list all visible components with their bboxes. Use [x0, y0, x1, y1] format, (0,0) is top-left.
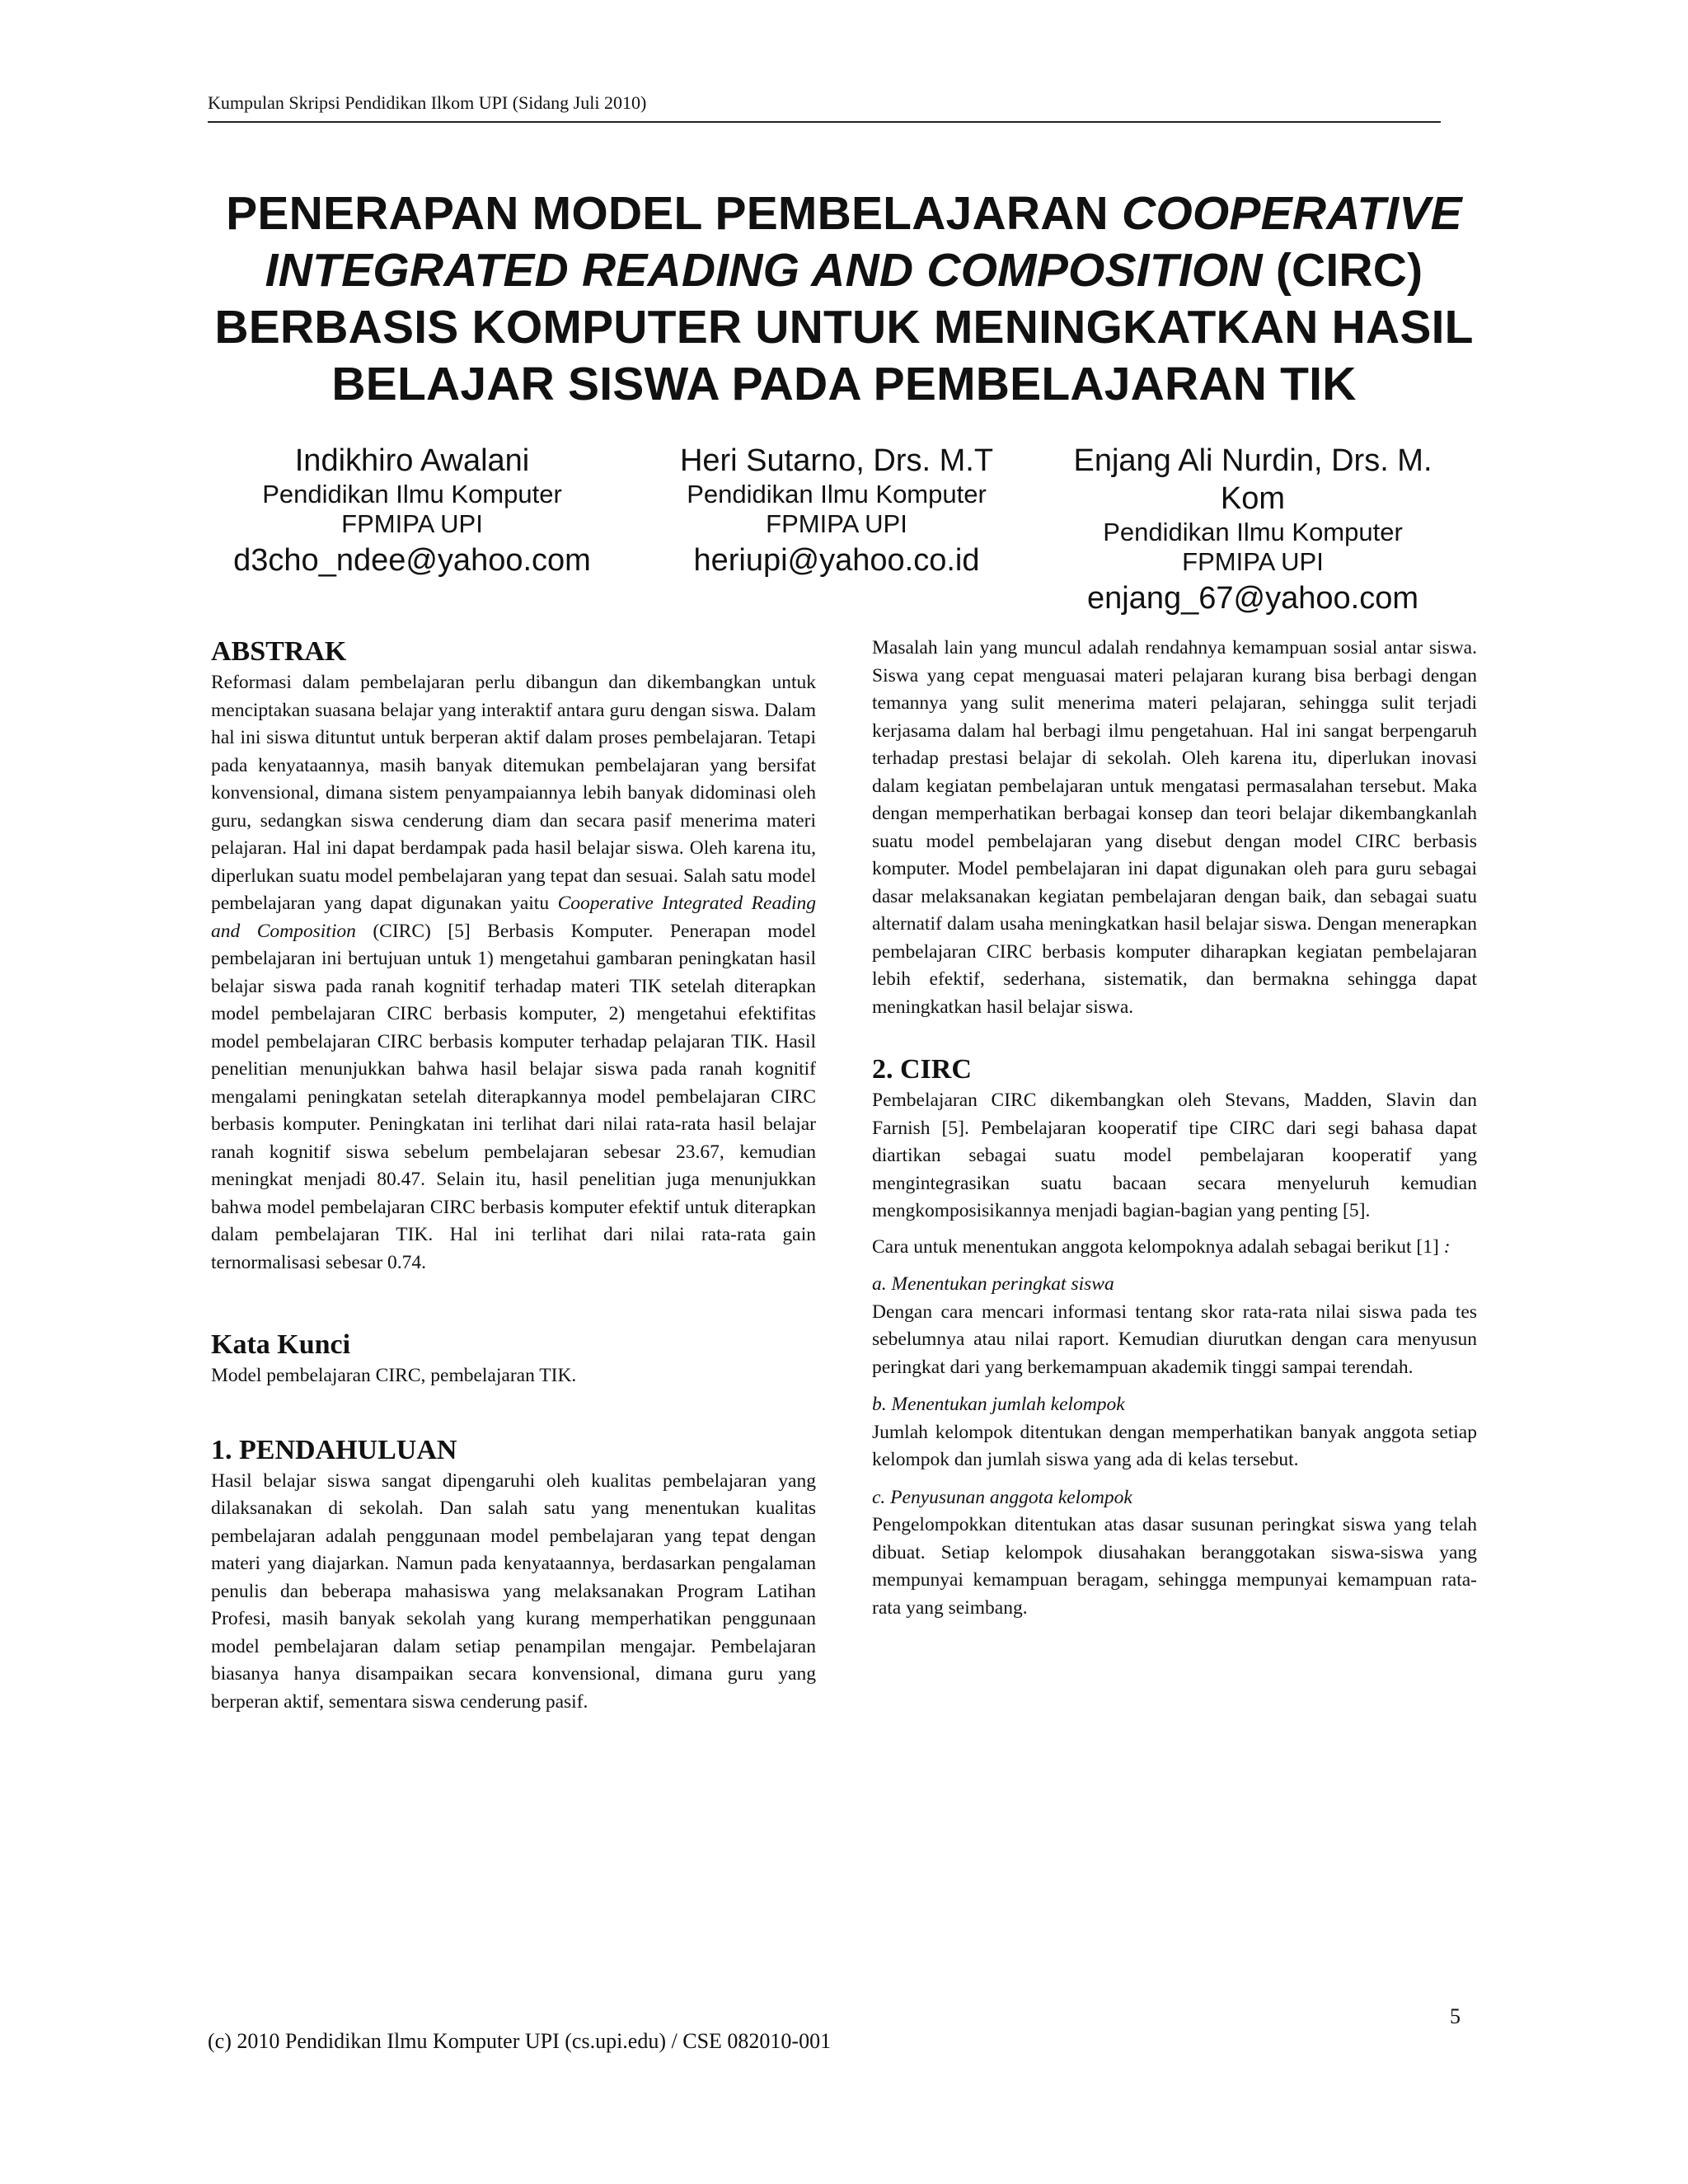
section2-paragraph-text: Cara untuk menentukan anggota kelompoknya adalah sebagai berikut [1] [872, 1235, 1444, 1258]
running-header: Kumpulan Skripsi Pendidikan Ilkom UPI (Sidang Juli 2010) [208, 92, 647, 113]
section1-paragraph: Hasil belajar siswa sangat dipengaruhi oleh kualitas pembelajaran yang dilaksanakan di sekolah. Dan salah satu yang menentukan kualitas pembelajaran adalah penggunaan model pembelajaran yang tepat dengan materi yang diajarkan. Namun pada kenyataannya, berdasarkan pengalaman penulis dan beberapa mahasiswa yang melaksanakan Program Latihan Profesi, masih banyak sekolah yang kurang memperhatikan penggunaan model pembelajaran dalam setiap penampilan mengajar. Pembelajaran biasanya hanya disampaikan secara konvensional, dimana guru yang berperan aktif, sementara siswa cenderung pasif. [211, 1469, 816, 1713]
author-department: Pendidikan Ilmu Komputer [687, 480, 987, 509]
title-line2-b: (CIRC) [1262, 244, 1423, 297]
abstract-heading: ABSTRAK [211, 636, 347, 667]
author-block [1039, 442, 1467, 620]
title-line1-b: COOPERATIVE [1121, 187, 1462, 240]
author-block [622, 442, 1051, 582]
subsection-heading-b: b. Menentukan jumlah kelompok [872, 1394, 1125, 1415]
abstract-text-part1: Reformasi dalam pembelajaran perlu dibangun dan dikembangkan untuk menciptakan suasana belajar yang interaktif antara guru dengan siswa. Dalam hal ini siswa dituntut untuk berperan aktif dalam proses pembelajaran. Tetapi pada kenyataannya, masih banyak ditemukan pembelajaran yang bersifat konvensional, dimana sistem penyampaiannya lebih banyak didominasi oleh guru, sedangkan siswa cenderung diam dan secara pasif menerima materi pelajaran. Hal ini dapat berdampak pada hasil belajar siswa. Oleh karena itu, diperlukan suatu model pembelajaran yang tepat dan sesuai. Salah satu model pembelajaran yang dapat digunakan yaitu [211, 672, 816, 914]
section2-heading: 2. CIRC [872, 1054, 972, 1085]
title-line4: BELAJAR SISWA PADA PEMBELAJARAN TIK [331, 358, 1357, 410]
author-department: Pendidikan Ilmu Komputer [1103, 518, 1403, 546]
subsection-heading-a: a. Menentukan peringkat siswa [872, 1273, 1114, 1295]
author-faculty: FPMIPA UPI [766, 509, 907, 538]
subsection-text-a: Dengan cara mencari informasi tentang skor rata-rata nilai siswa pada tes sebelumnya atau nilai raport. Kemudian diurutkan dengan cara menyusun peringkat dari yang berkemampuan akademik tinggi sampai terendah. [872, 1301, 1477, 1378]
subsection-heading-c: c. Penyusunan anggota kelompok [872, 1486, 1132, 1508]
section2-paragraph [872, 1234, 1477, 1262]
author-name: Heri Sutarno, Drs. M.T [679, 443, 994, 478]
abstract-text-italic: Cooperative Integrated Reading and Composition [211, 893, 816, 942]
section1-heading: 1. PENDAHULUAN [211, 1434, 457, 1465]
title-line1-a: PENERAPAN MODEL PEMBELAJARAN [226, 187, 1122, 240]
keywords-text: Model pembelajaran CIRC, pembelajaran TIK. [211, 1365, 577, 1386]
section1-paragraph: Masalah lain yang muncul adalah rendahnya kemampuan sosial antar siswa. Siswa yang cepat menguasai materi pelajaran kurang bisa berbagi dengan temannya yang sulit menerima materi pelajaran, sehingga sulit terjadi kerjasama dalam hal berbagi ilmu pengetahuan. Hal ini sangat berpengaruh terhadap prestasi belajar di sekolah. Oleh karena itu, diperlukan inovasi dalam kegiatan pembelajaran untuk mengatasi permasalahan tersebut. Maka dengan memperhatikan berbagai konsep dan teori belajar dikembangkanlah suatu model pembelajaran yang disebut dengan model CIRC berbasis komputer. Model pembelajaran ini dapat digunakan oleh para guru sebagai dasar melaksanakan kegiatan pembelajaran dengan baik, dan sebagai suatu alternatif dalam usaha meningkatkan hasil belajar siswa. Dengan menerapkan pembelajaran CIRC berbasis komputer diharapkan kegiatan pembelajaran lebih efektif, sederhana, sistematik, dan bermakna sehingga dapat meningkatkan hasil belajar siswa. [872, 637, 1477, 1018]
left-column [211, 635, 816, 1716]
title-line2-a: INTEGRATED READING AND COMPOSITION [265, 244, 1263, 297]
section2-paragraph-colon: : [1443, 1235, 1451, 1258]
author-faculty: FPMIPA UPI [341, 509, 483, 538]
page-footer: (c) 2010 Pendidikan Ilmu Komputer UPI (cs.upi.edu) / CSE 082010-001 [208, 2029, 832, 2053]
section2-paragraph: Pembelajaran CIRC dikembangkan oleh Stevans, Madden, Slavin dan Farnish [5]. Pembelajaran kooperatif tipe CIRC dari segi bahasa dapat diartikan sebagai suatu model pembelajaran kooperatif yang mengintegrasikan suatu bacaan secara menyeluruh kemudian mengkomposisikannya menjadi bagian-bagian yang penting [5]. [872, 1090, 1477, 1221]
author-email: heriupi@yahoo.co.id [693, 543, 980, 578]
author-name: Indikhiro Awalani [294, 443, 530, 478]
author-name: Enjang Ali Nurdin, Drs. M. Kom [1073, 443, 1432, 516]
author-department: Pendidikan Ilmu Komputer [262, 480, 562, 509]
subsection-text-c: Pengelompokkan ditentukan atas dasar susunan peringkat siswa yang telah dibuat. Setiap kelompok diusahakan beranggotakan siswa-siswa yang mempunyai kemampuan beragam, sehingga mempunyai kemampuan rata-rata yang seimbang. [872, 1514, 1477, 1619]
page-number: 5 [1450, 2004, 1461, 2028]
right-column [872, 635, 1477, 1622]
author-email: enjang_67@yahoo.com [1087, 581, 1418, 616]
author-block [198, 442, 626, 582]
author-email: d3cho_ndee@yahoo.com [233, 543, 591, 578]
title-line3: BERBASIS KOMPUTER UNTUK MENINGKATKAN HASIL [214, 301, 1474, 354]
header-rule [208, 121, 1441, 123]
abstract-text [211, 669, 816, 1277]
keywords-heading: Kata Kunci [211, 1329, 351, 1360]
paper-title [165, 185, 1523, 413]
author-faculty: FPMIPA UPI [1182, 547, 1324, 576]
subsection-text-b: Jumlah kelompok ditentukan dengan memperhatikan banyak anggota setiap kelompok dan jumlah siswa yang ada di kelas tersebut. [872, 1421, 1477, 1470]
abstract-text-part2: (CIRC) [5] Berbasis Komputer. Penerapan model pembelajaran ini bertujuan untuk 1) mengetahui gambaran peningkatan hasil belajar siswa pada ranah kognitif terhadap materi TIK setelah diterapkan model pembelajaran CIRC berbasis komputer, 2) mengetahui efektifitas model pembelajaran CIRC berbasis komputer terhadap pelajaran TIK. Hasil penelitian menunjukkan bahwa hasil belajar siswa pada ranah kognitif mengalami peningkatan setelah diterapkannya model pembelajaran CIRC berbasis komputer. Peningkatan ini terlihat dari nilai rata-rata hasil belajar ranah kognitif siswa sebelum pembelajaran sebesar 23.67, kemudian meningkat menjadi 80.47. Selain itu, hasil penelitian juga menunjukkan bahwa model pembelajaran CIRC berbasis komputer efektif untuk diterapkan dalam pembelajaran TIK. Hal ini terlihat dari nilai rata-rata gain ternormalisasi sebesar 0.74. [211, 920, 816, 1273]
